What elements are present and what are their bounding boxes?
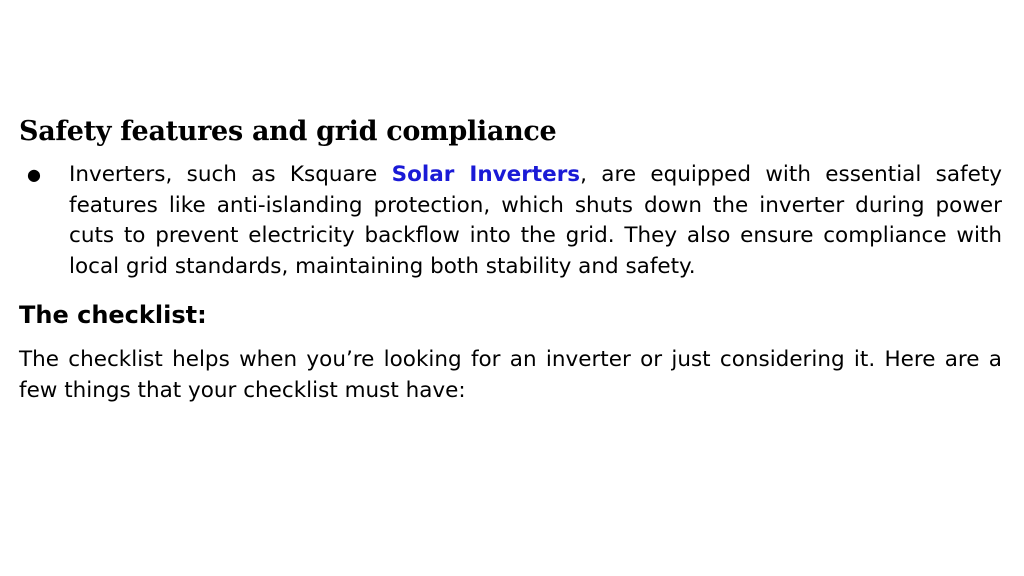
section-heading-safety: Safety features and grid compliance <box>19 116 557 147</box>
bullet-text-after: , are equipped with essential safety features like anti-islanding protection, which shuts down the inverter during power cuts to prevent electricity backflow into the grid. They also ensure compliance with local grid standards, maintaining both stability and safety. <box>69 162 1002 279</box>
list-item <box>19 160 1002 282</box>
document-page <box>19 112 1002 407</box>
bullet-marker: ● <box>27 165 41 184</box>
bullet-text-before: Inverters, such as Ksquare <box>69 162 392 187</box>
checklist-paragraph: The checklist helps when you’re looking for an inverter or just considering it. Here are a few things that your checklist must have: <box>19 347 1002 403</box>
section-heading-checklist: The checklist: <box>19 301 207 330</box>
solar-inverters-link[interactable]: Solar Inverters <box>391 162 581 187</box>
bullet-list <box>19 160 1002 282</box>
